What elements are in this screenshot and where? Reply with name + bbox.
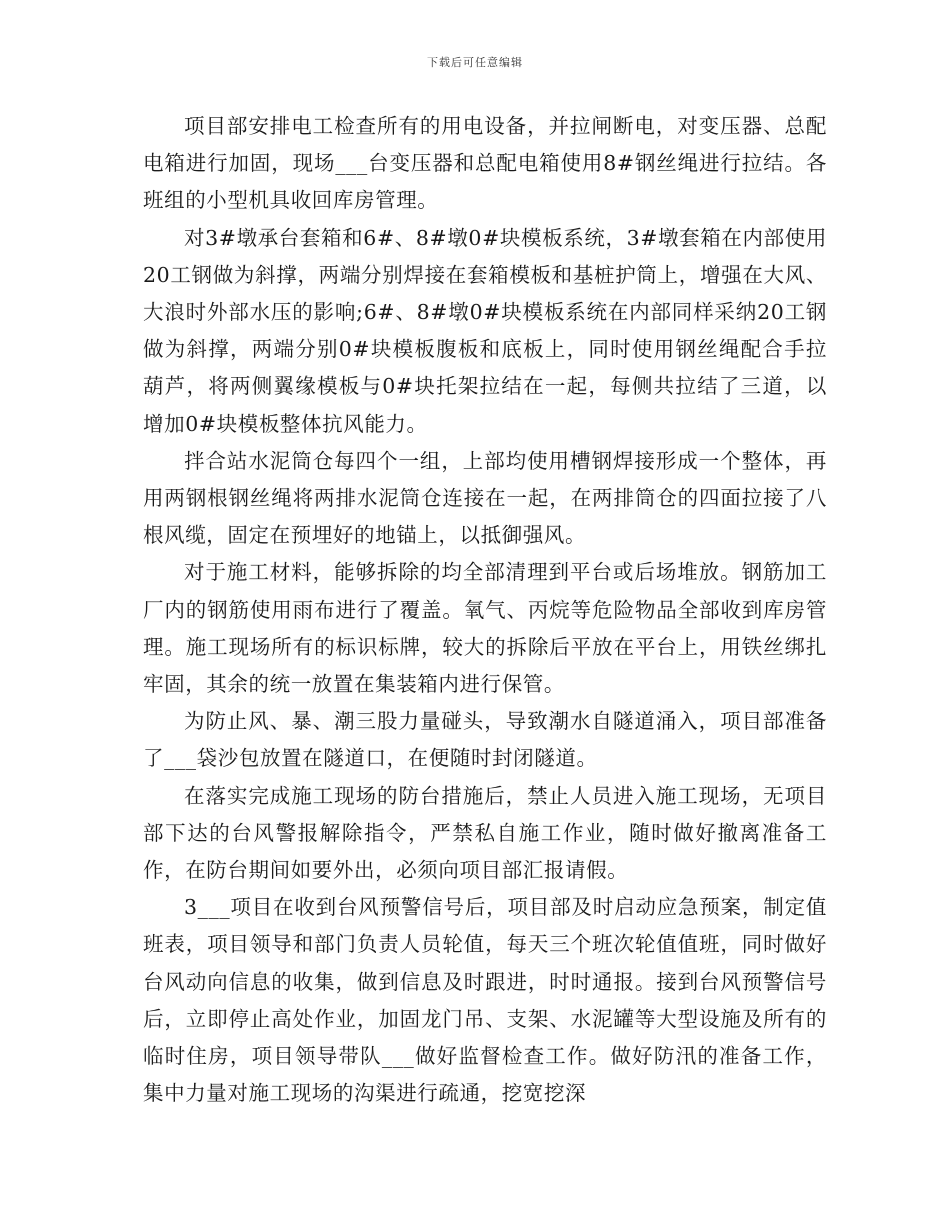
- paragraph-4: 对于施工材料，能够拆除的均全部清理到平台或后场堆放。钢筋加工厂内的钢筋使用雨布进行了覆盖。氧气、丙烷等危险物品全部收到库房管理。施工现场所有的标识标牌，较大的拆除后平放在平台上，用铁丝绑扎牢固，其余的统一放置在集装箱内进行保管。: [143, 560, 827, 697]
- document-body: [143, 108, 827, 1112]
- paragraph-6: 在落实完成施工现场的防台措施后，禁止人员进入施工现场，无项目部下达的台风警报解除指令，严禁私自施工作业，随时做好撤离准备工作，在防台期间如要外出，必须向项目部汇报请假。: [143, 783, 827, 883]
- page-header: 下载后可任意编辑: [427, 56, 523, 69]
- paragraph-3: 拌合站水泥筒仓每四个一组，上部均使用槽钢焊接形成一个整体，再用两钢根钢丝绳将两排水泥筒仓连接在一起，在两排筒仓的四面拉接了八根风缆，固定在预埋好的地锚上，以抵御强风。: [143, 448, 827, 548]
- paragraph-5: 为防止风、暴、潮三股力量碰头，导致潮水自隧道涌入，项目部准备了___袋沙包放置在隧道口，在便随时封闭隧道。: [143, 709, 827, 771]
- paragraph-1: 项目部安排电工检查所有的用电设备，并拉闸断电，对变压器、总配电箱进行加固，现场___台变压器和总配电箱使用8#钢丝绳进行拉结。各班组的小型机具收回库房管理。: [143, 114, 827, 213]
- paragraph-7: 3___项目在收到台风预警信号后，项目部及时启动应急预案，制定值班表，项目领导和部门负责人员轮值，每天三个班次轮值值班，同时做好台风动向信息的收集，做到信息及时跟进，时时通报。接到台风预警信号后，立即停止高处作业，加固龙门吊、支架、水泥罐等大型设施及所有的临时住房，项目领导带队___做好监督检查工作。做好防汛的准备工作，集中力量对施工现场的沟渠进行疏通，挖宽挖深: [143, 895, 827, 1106]
- paragraph-2: 对3#墩承台套箱和6#、8#墩0#块模板系统，3#墩套箱在内部使用20工钢做为斜撑，两端分别焊接在套箱模板和基桩护筒上，增强在大风、大浪时外部水压的影响;6#、8#墩0#块模板系统在内部同样采纳20工钢做为斜撑，两端分别0#块模板腹板和底板上，同时使用钢丝绳配合手拉葫芦，将两侧翼缘模板与0#块托架拉结在一起，每侧共拉结了三道，以增加0#块模板整体抗风能力。: [143, 225, 827, 436]
